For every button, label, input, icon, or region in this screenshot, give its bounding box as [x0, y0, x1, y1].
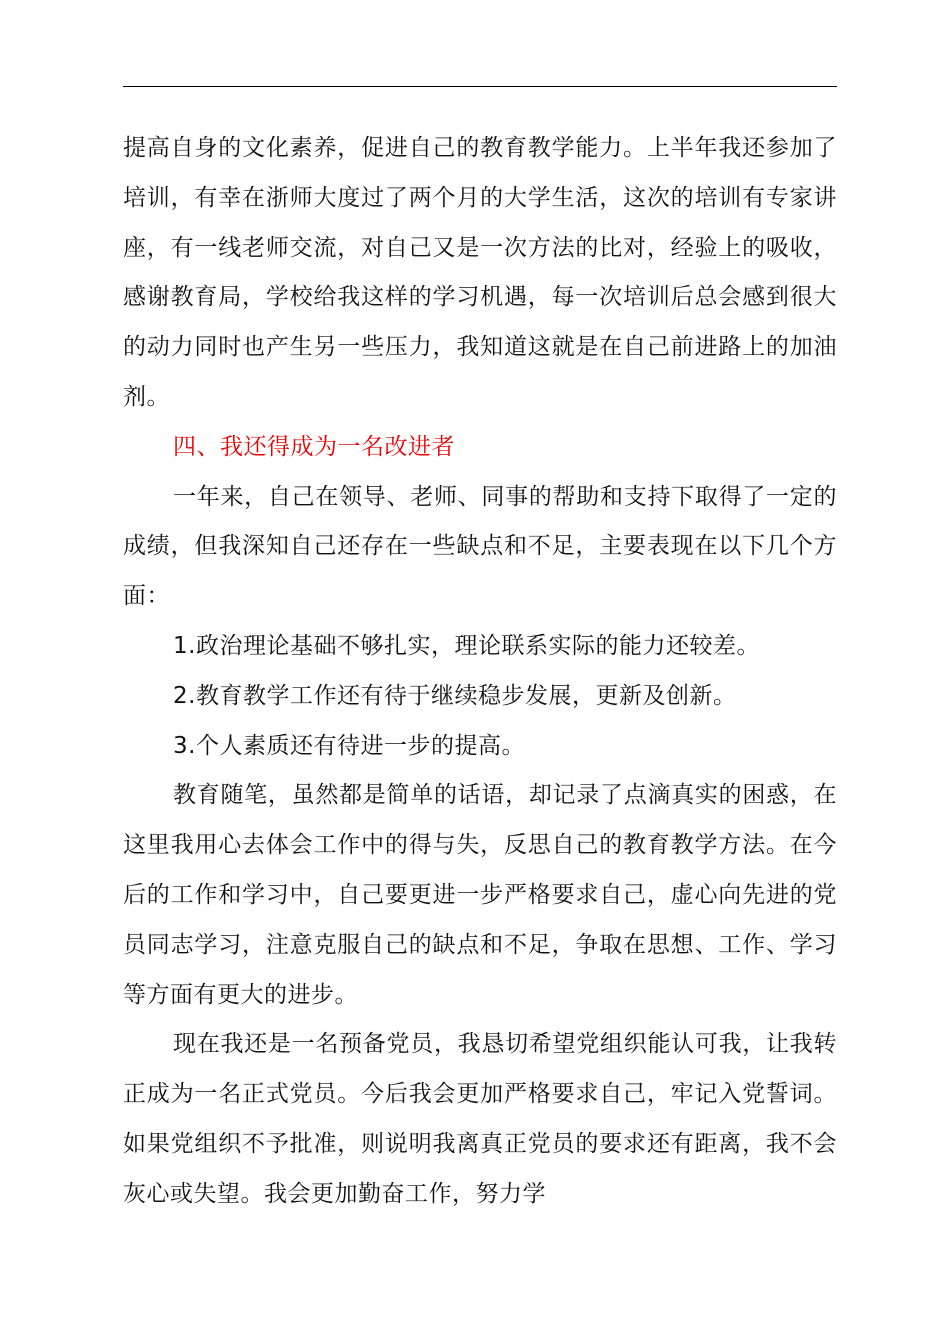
- section-heading: 四、我还得成为一名改进者: [173, 433, 455, 460]
- paragraph-probationary-member: 现在我还是一名预备党员，我恳切希望党组织能认可我，让我转正成为一名正式党员。今后我会更加严格要求自己，牢记入党誓词。如果党组织不予批准，则说明我离真正党员的要求还有距离，我不会灰心或失望。我会更加勤奋工作，努力学: [123, 1031, 837, 1207]
- paragraph-training: 提高自身的文化素养，促进自己的教育教学能力。上半年我还参加了培训，有幸在浙师大度过了两个月的大学生活，这次的培训有专家讲座，有一线老师交流，对自己又是一次方法的比对，经验上的吸收，感谢教育局，学校给我这样的学习机遇，每一次培训后总会感到很大的动力同时也产生另一些压力，我知道这就是在自己前进路上的加油剂。: [123, 135, 837, 410]
- list-item-2: 2.教育教学工作还有待于继续稳步发展，更新及创新。: [173, 682, 737, 709]
- list-item-3: 3.个人素质还有待进一步的提高。: [173, 732, 525, 759]
- paragraph-reflection: 教育随笔，虽然都是简单的话语，却记录了点滴真实的困惑，在这里我用心去体会工作中的得与失，反思自己的教育教学方法。在今后的工作和学习中，自己要更进一步严格要求自己，虚心向先进的党员同志学习，注意克服自己的缺点和不足，争取在思想、工作、学习等方面有更大的进步。: [123, 782, 837, 1008]
- header-rule: [123, 86, 837, 87]
- document-body: [123, 124, 837, 1220]
- list-item-1: 1.政治理论基础不够扎实，理论联系实际的能力还较差。: [173, 632, 760, 659]
- paragraph-shortcomings-intro: 一年来，自己在领导、老师、同事的帮助和支持下取得了一定的成绩，但我深知自己还存在一些缺点和不足，主要表现在以下几个方面：: [123, 483, 837, 610]
